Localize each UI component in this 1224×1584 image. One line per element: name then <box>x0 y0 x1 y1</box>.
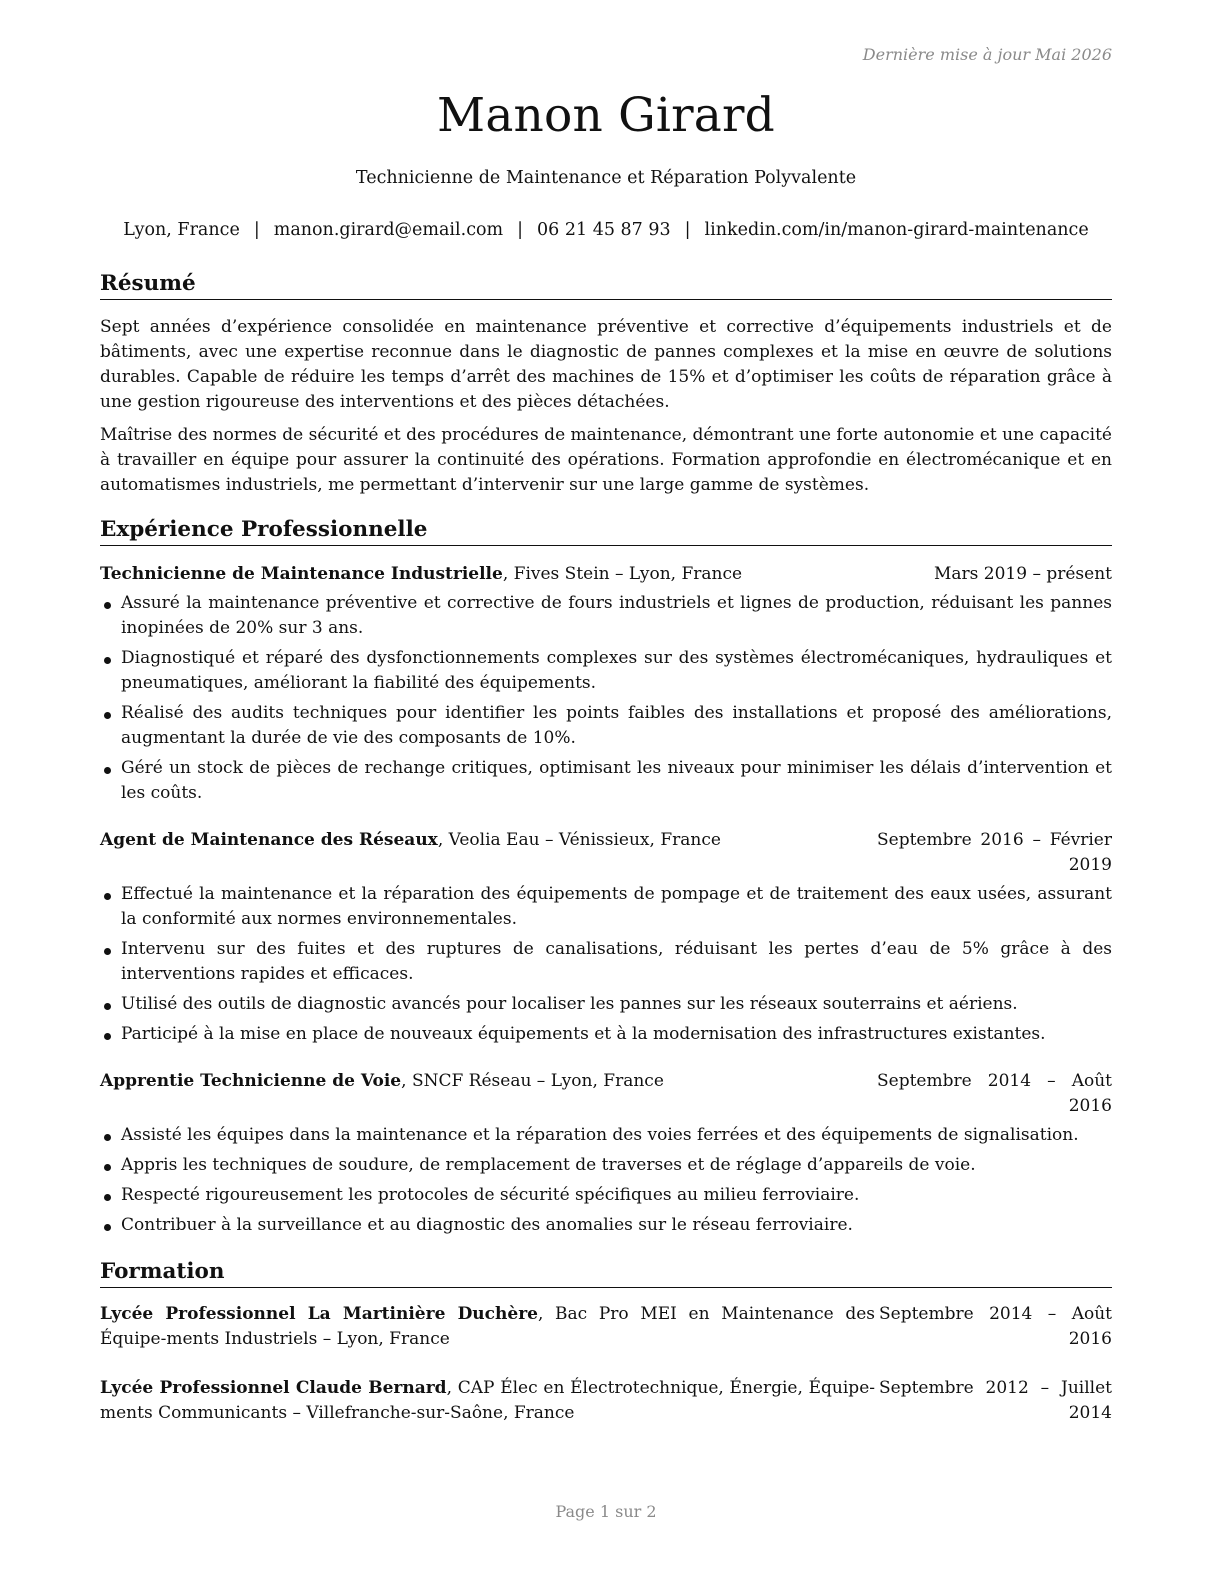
job-dates: Mars 2019 – présent <box>933 564 1112 584</box>
list-item: Intervenu sur des fuites et des ruptures de canalisations, réduisant les pertes d’eau de 5% grâce à des interventions rapides et efficaces. <box>100 937 1112 987</box>
contact-separator: | <box>684 220 691 240</box>
contact-email[interactable]: manon.girard@email.com <box>273 220 504 240</box>
job-role: Technicienne de Maintenance Industrielle <box>100 564 503 584</box>
education-entry <box>100 1302 1112 1352</box>
education-heading: Formation <box>100 1258 1112 1288</box>
resume-body <box>100 270 1112 1426</box>
bullet-icon <box>104 602 111 609</box>
bullet-icon <box>104 1224 111 1231</box>
education-dates: Septembre 2014 – Août 2016 <box>879 1304 1112 1349</box>
education-school-line <box>100 1376 875 1426</box>
bullet-icon <box>104 657 111 664</box>
education-school: Lycée Professionnel La Martinière Duchère <box>100 1304 538 1324</box>
job-bullets <box>100 1123 1112 1238</box>
job-title-line <box>100 1069 877 1094</box>
list-item: Assisté les équipes dans la maintenance et la réparation des voies ferrées et des équipements de signalisation. <box>100 1123 1112 1148</box>
bullet-icon <box>104 1003 111 1010</box>
bullet-icon <box>104 893 111 900</box>
job-title-line <box>100 562 934 587</box>
bullet-icon <box>104 1134 111 1141</box>
list-item: Géré un stock de pièces de rechange critiques, optimisant les niveaux pour minimiser les délais d’intervention et les coûts. <box>100 756 1112 806</box>
summary-paragraph: Maîtrise des normes de sécurité et des procédures de maintenance, démontrant une forte autonomie et une capacité à travailler en équipe pour assurer la continuité des opérations. Formation approfondie en électromécanique et en automatismes industriels, me permettant d’intervenir sur une large gamme de systèmes. <box>100 425 1112 495</box>
job-dates: Septembre 2016 – Février 2019 <box>877 830 1112 875</box>
job-bullets <box>100 591 1112 806</box>
bullet-icon <box>104 1194 111 1201</box>
page-number: Page 1 sur 2 <box>555 1502 657 1521</box>
education-entry <box>100 1376 1112 1426</box>
list-item: Effectué la maintenance et la réparation des équipements de pompage et de traitement des eaux usées, assurant la conformité aux normes environnementales. <box>100 882 1112 932</box>
last-updated-note: Dernière mise à jour Mai 2026 <box>862 45 1112 64</box>
education-dates: Septembre 2012 – Juillet 2014 <box>879 1378 1112 1423</box>
experience-section <box>100 516 1112 1238</box>
job-bullets <box>100 882 1112 1047</box>
candidate-title: Technicienne de Maintenance et Réparation Polyvalente <box>355 168 857 188</box>
contact-line <box>0 220 1212 240</box>
job-entry <box>100 828 1112 1047</box>
bullet-icon <box>104 1164 111 1171</box>
contact-separator: | <box>253 220 260 240</box>
job-header <box>100 828 1112 878</box>
job-header <box>100 562 1112 587</box>
education-school: Lycée Professionnel Claude Bernard <box>100 1378 447 1398</box>
summary-section <box>100 270 1112 498</box>
contact-phone: 06 21 45 87 93 <box>537 220 671 240</box>
experience-heading: Expérience Professionnelle <box>100 516 1112 546</box>
job-title-line <box>100 828 877 853</box>
candidate-name: Manon Girard <box>437 88 775 143</box>
bullet-icon <box>104 712 111 719</box>
job-org: , Veolia Eau – Vénissieux, France <box>437 830 721 850</box>
contact-location: Lyon, France <box>123 220 240 240</box>
education-detail: , Bac Pro MEI en Maintenance des Équipe-ments Industriels – Lyon, France <box>100 1304 875 1349</box>
list-item: Contribuer à la surveillance et au diagnostic des anomalies sur le réseau ferroviaire. <box>100 1213 1112 1238</box>
list-item: Réalisé des audits techniques pour identifier les points faibles des installations et proposé des améliorations, augmentant la durée de vie des composants de 10%. <box>100 701 1112 751</box>
job-role: Apprentie Technicienne de Voie <box>100 1071 402 1091</box>
contact-linkedin[interactable]: linkedin.com/in/manon-girard-maintenance <box>704 220 1089 240</box>
job-role: Agent de Maintenance des Réseaux <box>100 830 438 850</box>
job-org: , SNCF Réseau – Lyon, France <box>401 1071 664 1091</box>
job-dates: Septembre 2014 – Août 2016 <box>877 1071 1112 1116</box>
education-section <box>100 1258 1112 1426</box>
list-item: Respecté rigoureusement les protocoles de sécurité spécifiques au milieu ferroviaire. <box>100 1183 1112 1208</box>
bullet-icon <box>104 948 111 955</box>
list-item: Utilisé des outils de diagnostic avancés pour localiser les pannes sur les réseaux souterrains et aériens. <box>100 992 1112 1017</box>
bullet-icon <box>104 767 111 774</box>
job-org: , Fives Stein – Lyon, France <box>502 564 743 584</box>
education-school-line <box>100 1302 875 1352</box>
summary-heading: Résumé <box>100 270 1112 300</box>
list-item: Appris les techniques de soudure, de remplacement de traverses et de réglage d’appareils de voie. <box>100 1153 1112 1178</box>
job-entry <box>100 562 1112 806</box>
job-header <box>100 1069 1112 1119</box>
summary-paragraph: Sept années d’expérience consolidée en maintenance préventive et corrective d’équipements industriels et de bâtiments, avec une expertise reconnue dans le diagnostic de pannes complexes et la mise en œuvre de solutions durables. Capable de réduire les temps d’arrêt des machines de 15% et d’optimiser les coûts de réparation grâce à une gestion rigoureuse des interventions et des pièces détachées. <box>100 317 1112 412</box>
bullet-icon <box>104 1033 111 1040</box>
list-item: Assuré la maintenance préventive et corrective de fours industriels et lignes de production, réduisant les pannes inopinées de 20% sur 3 ans. <box>100 591 1112 641</box>
job-entry <box>100 1069 1112 1238</box>
list-item: Participé à la mise en place de nouveaux équipements et à la modernisation des infrastructures existantes. <box>100 1022 1112 1047</box>
education-detail: , CAP Élec en Électrotechnique, Énergie, Équipe-ments Communicants – Villefranche-sur-Saône, France <box>100 1378 875 1423</box>
list-item: Diagnostiqué et réparé des dysfonctionnements complexes sur des systèmes électromécaniques, hydrauliques et pneumatiques, améliorant la fiabilité des équipements. <box>100 646 1112 696</box>
contact-separator: | <box>517 220 524 240</box>
